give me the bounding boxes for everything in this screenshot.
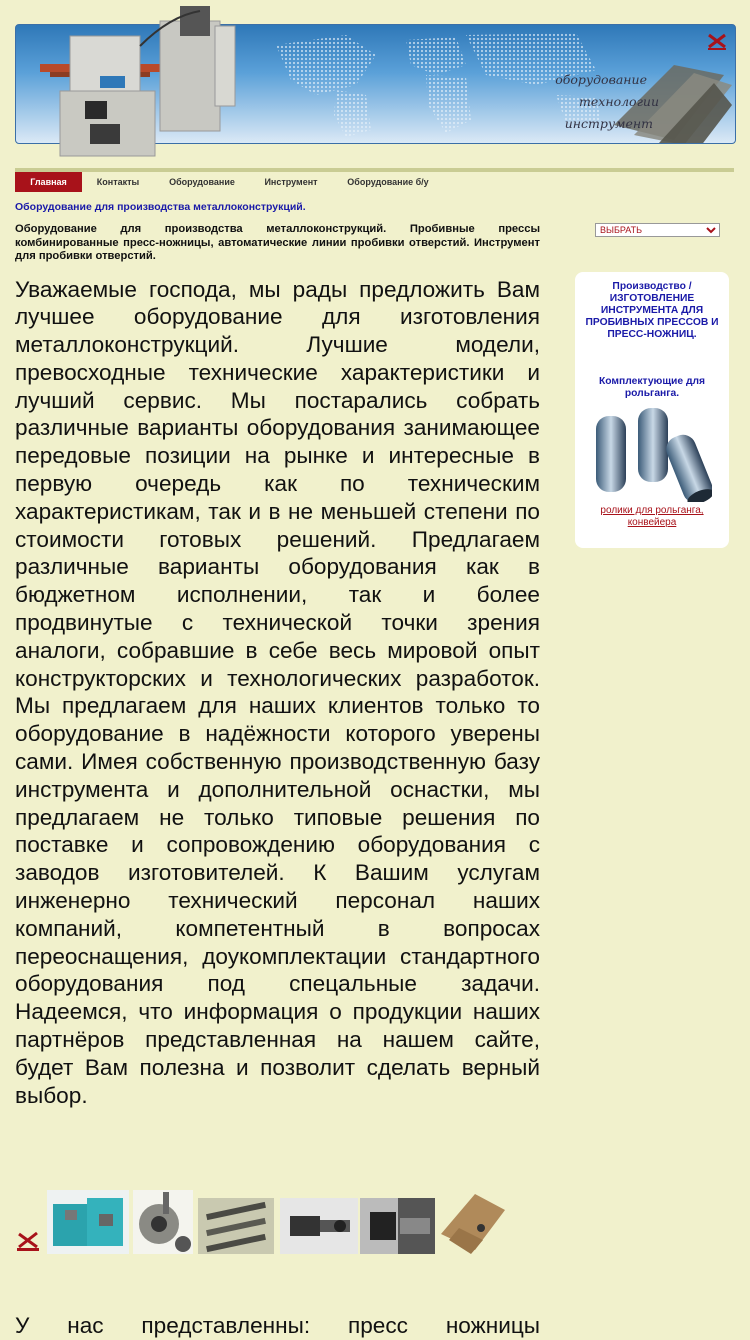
thumb-tooling-image[interactable] [280, 1198, 358, 1254]
banner-slogan: оборудование технологии инструмент [555, 72, 659, 131]
page-title: Оборудование для производства металлоконструкций. [15, 201, 306, 213]
nav-item-contacts[interactable]: Контакты [96, 177, 140, 187]
promo-subtitle[interactable]: Комплектующие для рольганга. [598, 376, 706, 399]
lead-paragraph: Оборудование для производства металлоконструкций. Пробивные прессы комбинированные пресс-ножницы, автоматические линии пробивки отверстий. Инструмент для пробивки отверстий. [15, 223, 540, 262]
thumb-press-shears-image[interactable] [47, 1190, 129, 1254]
products-intro-text: У нас представленны: пресс ножницы [15, 1313, 540, 1338]
category-select[interactable] [595, 223, 720, 237]
thumb-punch-holder-image[interactable] [360, 1198, 435, 1254]
company-logo-icon [705, 29, 729, 53]
press-machine-image [40, 6, 265, 166]
nav-item-home[interactable]: Главная [15, 172, 82, 192]
logo-icon [15, 1230, 41, 1252]
thumb-punches-image[interactable] [198, 1198, 274, 1254]
nav-item-used-equipment[interactable]: Оборудование б/у [347, 177, 429, 187]
nav-item-equipment[interactable]: Оборудование [169, 177, 235, 187]
thumb-dies-image[interactable] [133, 1190, 193, 1254]
side-promo-panel [575, 272, 729, 548]
body-paragraph: Уважаемые господа, мы рады предложить Вам лучшее оборудование для изготовления металлоконструкций. Лучшие модели, превосходные технические характеристики и лучший сервис. Мы постарались собрать различные варианты оборудования занимающее передовые позиции на рынке и интересные в первую очередь как по техническим характеристикам, так и в не меньшей степени по стоимости готовых решений. Предлагаем различные варианты оборудования как в бюджетном исполнении, так и более продвинутые с технической точки зрения аналоги, собравшие в себе весь мировой опыт конструкторских и технологических разработок. Мы предлагаем для наших клиентов только то оборудование в надёжности которого уверены сами. Имея собственную производственную базу инструмента и дополнительной оснастки, мы предлагаем не только типовые решения по поставке и сопровождению оборудования с заводов изготовителей. К Вашим услугам инженерно технический персонал наших компаний, компетентный в вопросах переоснащения, доукомплектации стандартного оборудования под спецальные задачи. Надеемся, что информация о продукции наших партнёров представленная на нашем сайте, будет Вам полезна и позволит сделать верный выбор. [15, 276, 540, 1108]
rollers-link[interactable]: ролики для рольганга, конвейера [600, 505, 704, 528]
main-nav [15, 172, 734, 192]
promo-title-link[interactable]: Производство / ИЗГОТОВЛЕНИЕ ИНСТРУМЕНТА ДЛЯ ПРОБИВНЫХ ПРЕССОВ И ПРЕСС-НОЖНИЦ. [585, 281, 719, 340]
rollers-image[interactable] [594, 406, 712, 502]
category-select-wrapper [595, 220, 720, 238]
main-content [15, 201, 540, 1109]
thumb-knives-image[interactable] [435, 1190, 507, 1254]
nav-item-tools[interactable]: Инструмент [264, 177, 318, 187]
